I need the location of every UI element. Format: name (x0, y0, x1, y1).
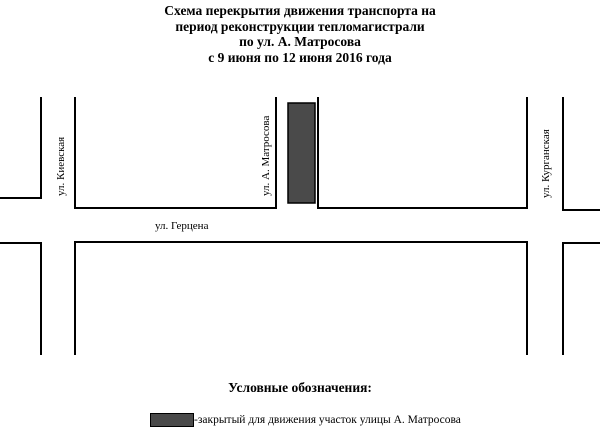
title-line-3: по ул. А. Матросова (239, 34, 361, 49)
legend-title: Условные обозначения: (228, 380, 372, 395)
road-edge-top-mid-right (318, 97, 527, 208)
street-label-gertsena: ул. Герцена (155, 220, 209, 232)
road-edge-top-right (563, 97, 600, 210)
road-edge-bottom-mid (75, 242, 527, 355)
closed-road-section (288, 103, 315, 203)
legend-item-closed (150, 412, 461, 428)
title-line-2: период реконструкции тепломагистрали (175, 18, 425, 34)
road-edge-top-mid-left (75, 97, 276, 208)
legend-swatch-closed (150, 413, 194, 427)
road-edge-bottom-right (563, 243, 600, 355)
road-edge-top-left (0, 97, 41, 198)
legend-label-closed: -закрытый для движения участок улицы А. Матросова (194, 414, 461, 426)
title-line-1: Схема перекрытия движения транспорта на (164, 3, 436, 18)
street-label-kurganskaya: ул. Курганская (540, 129, 552, 198)
road-edge-bottom-left (0, 243, 41, 355)
street-label-kievskaya: ул. Киевская (55, 136, 67, 196)
street-label-matrosova: ул. А. Матросова (260, 115, 272, 196)
title-line-4: с 9 июня по 12 июня 2016 года (208, 49, 392, 65)
